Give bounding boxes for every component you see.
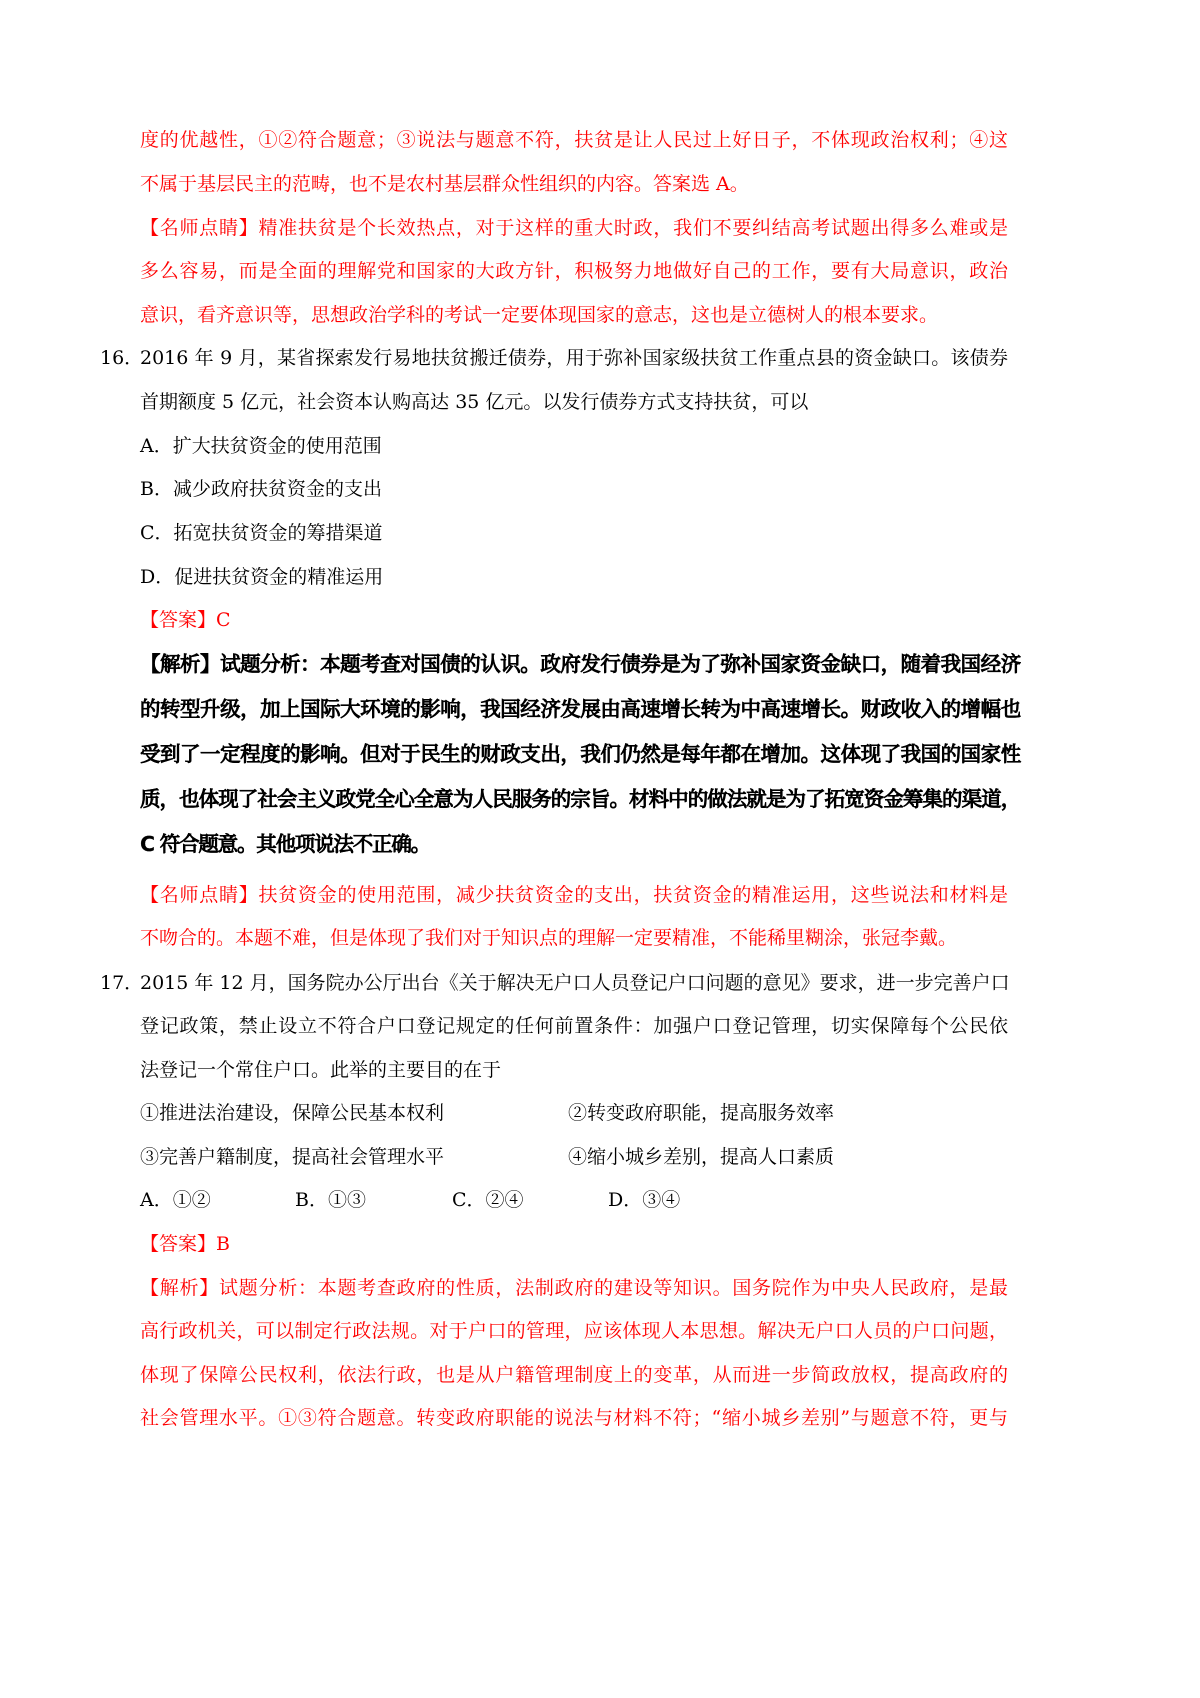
tip-line: 多么容易，而是全面的理解党和国家的大政方针，积极努力地做好自己的工作，要有大局意识，政治	[140, 260, 1008, 282]
analysis-line: 度的优越性，①②符合题意；③说法与题意不符，扶贫是让人民过上好日子，不体现政治权利；④这	[140, 129, 1008, 151]
statement-2: ②转变政府职能，提高服务效率	[568, 1102, 835, 1124]
statement-4: ④缩小城乡差别，提高人口素质	[568, 1146, 835, 1168]
question-number: 16．	[100, 347, 144, 369]
analysis-line: 不属于基层民主的范畴，也不是农村基层群众性组织的内容。答案选 A。	[140, 173, 749, 195]
answer: 【答案】B	[140, 1233, 230, 1255]
question-stem-line: 首期额度 5 亿元，社会资本认购高达 35 亿元。以发行债券方式支持扶贫，可以	[140, 391, 809, 413]
analysis-line: 高行政机关，可以制定行政法规。对于户口的管理，应该体现人本思想。解决无户口人员的户口问题，	[140, 1320, 1008, 1342]
option-a: A．①②	[140, 1189, 211, 1211]
analysis-line: 社会管理水平。①③符合题意。转变政府职能的说法与材料不符；“缩小城乡差别”与题意不符，更与	[140, 1407, 1008, 1429]
option-a: A．扩大扶贫资金的使用范围	[140, 435, 382, 457]
statement-3: ③完善户籍制度，提高社会管理水平	[140, 1146, 445, 1168]
question-number: 17．	[100, 972, 144, 994]
tip-line: 意识，看齐意识等，思想政治学科的考试一定要体现国家的意志，这也是立德树人的根本要求。	[140, 304, 939, 326]
statement-1: ①推进法治建设，保障公民基本权利	[140, 1102, 445, 1124]
analysis-line: 的转型升级，加上国际大环境的影响，我国经济发展由高速增长转为中高速增长。财政收入的增幅也	[140, 697, 1020, 721]
question-stem-line: 登记政策，禁止设立不符合户口登记规定的任何前置条件：加强户口登记管理，切实保障每个公民依	[140, 1015, 1008, 1037]
option-c: C．②④	[452, 1189, 524, 1211]
analysis-line: 体现了保障公民权利，依法行政，也是从户籍管理制度上的变革，从而进一步简政放权，提高政府的	[140, 1364, 1008, 1386]
analysis-line: 受到了一定程度的影响。但对于民生的财政支出，我们仍然是每年都在增加。这体现了我国的国家性	[140, 742, 1020, 766]
tip-line: 不吻合的。本题不难，但是体现了我们对于知识点的理解一定要精准，不能稀里糊涂，张冠李戴。	[140, 927, 958, 949]
question-stem-line: 2016 年 9 月，某省探索发行易地扶贫搬迁债券，用于弥补国家级扶贫工作重点县的资金缺口。该债券	[140, 347, 1008, 369]
option-c: C．拓宽扶贫资金的筹措渠道	[140, 522, 383, 544]
question-stem-line: 2015 年 12 月，国务院办公厅出台《关于解决无户口人员登记户口问题的意见》要求，进一步完善户口	[140, 972, 1010, 994]
answer: 【答案】C	[140, 609, 231, 631]
option-b: B．减少政府扶贫资金的支出	[140, 478, 382, 500]
option-d: D．③④	[608, 1189, 681, 1211]
analysis-line: 【解析】试题分析：本题考查政府的性质，法制政府的建设等知识。国务院作为中央人民政府，是最	[140, 1277, 1008, 1299]
option-b: B．①③	[295, 1189, 366, 1211]
option-d: D．促进扶贫资金的精准运用	[140, 566, 384, 588]
tip-line: 【名师点睛】扶贫资金的使用范围，减少扶贫资金的支出，扶贫资金的精准运用，这些说法和材料是	[140, 884, 1008, 906]
analysis-line: C 符合题意。其他项说法不正确。	[140, 832, 430, 856]
question-stem-line: 法登记一个常住户口。此举的主要目的在于	[140, 1059, 502, 1081]
analysis-line: 【解析】试题分析：本题考查对国债的认识。政府发行债券是为了弥补国家资金缺口，随着我国经济	[140, 652, 1020, 676]
tip-line: 【名师点睛】精准扶贫是个长效热点，对于这样的重大时政，我们不要纠结高考试题出得多么难或是	[140, 217, 1008, 239]
analysis-line: 质，也体现了社会主义政党全心全意为人民服务的宗旨。材料中的做法就是为了拓宽资金筹集的渠道，	[140, 787, 1020, 811]
